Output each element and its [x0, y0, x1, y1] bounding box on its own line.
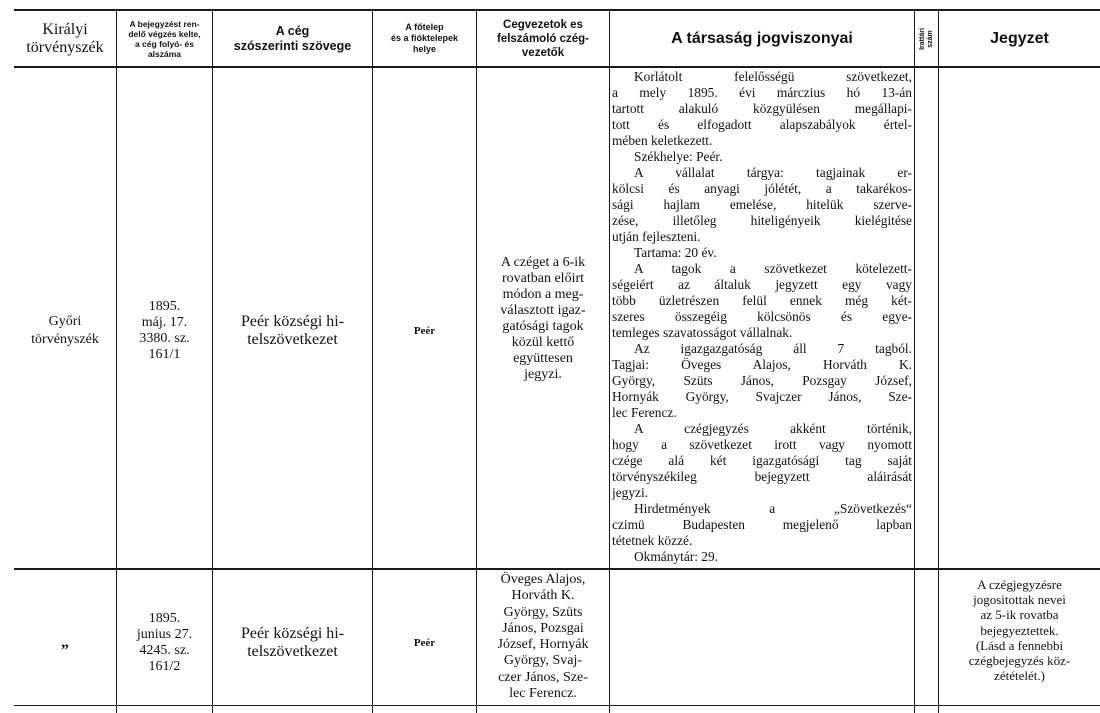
row2-court	[14, 570, 116, 705]
legal-text-line: Az igazgazgatóság áll 7 tagból.	[634, 341, 912, 356]
row1-court-line: Győri	[48, 314, 82, 329]
header-archive-line: Irattári	[918, 27, 926, 50]
row2-entry-date	[117, 570, 212, 705]
row2-managers-line: lec Ferencz.	[509, 686, 577, 702]
header-court-line: törvényszék	[26, 38, 104, 56]
row2-note-line: (Lásd a fennebbi	[975, 637, 1064, 653]
row1-managers-line: módon a meg-	[502, 287, 584, 302]
header-court	[14, 11, 116, 66]
legal-text-line: a mely 1895. évi márczius hó 13-án	[612, 85, 912, 100]
row1-court	[14, 68, 116, 568]
row2-ditto-mark: „	[61, 633, 69, 651]
row2-managers-line: czer János, Sze-	[498, 669, 588, 685]
row2-firm-name	[213, 570, 372, 705]
row2-firm-line: Peér községi hi-	[240, 624, 345, 642]
row1-entry-line: 1895.	[148, 299, 181, 314]
legal-text-line: szeres összegéig kölcsönös és egye-	[612, 309, 912, 324]
row1-entry-line: 161/1	[148, 347, 181, 362]
header-firm-name	[213, 11, 372, 66]
header-seat-line: A főtelep	[405, 22, 444, 32]
row2-managers-line: György, Szüts	[503, 604, 583, 620]
legal-text-line: jegyzi.	[612, 485, 649, 500]
legal-text-line: czimü Budapesten megjelenő lapban	[612, 517, 912, 532]
row1-managers-line: együttesen	[513, 351, 573, 366]
legal-text-line: több üzletrészen felül ennek még két-	[612, 293, 912, 308]
header-entry-line: delő végzés kelte,	[128, 28, 201, 39]
legal-text-line: Székhelye: Peér.	[634, 149, 723, 164]
row2-entry-line: 161/2	[148, 658, 181, 674]
header-archive-number	[915, 11, 938, 66]
row2-note-line: jogositottak nevei	[973, 592, 1066, 608]
row1-entry-date	[117, 68, 212, 568]
column-rule	[476, 9, 477, 713]
legal-text-line: Okmánytár: 29.	[634, 549, 719, 564]
row2-managers-line: Horváth K.	[511, 588, 575, 604]
legal-text-line: Hornyák György, Svajczer János, Sze-	[612, 389, 912, 404]
row2-entry-line: 1895.	[148, 610, 181, 626]
legal-text-line: Tagjai: Öveges Alajos, Horváth K.	[612, 357, 912, 372]
legal-text-line: zése, illetőleg hiteligényeik kielégitése	[612, 213, 912, 228]
row2-managers-line: János, Pozsgai	[502, 620, 584, 636]
row1-managers-line: közül kettő	[511, 335, 575, 350]
row1-firm-line: telszövetkezet	[247, 331, 338, 348]
legal-text-line: lec Ferencz.	[612, 405, 677, 420]
header-legal-line: A társaság jogviszonyai	[671, 29, 853, 47]
row1-court-line: törvényszék	[31, 332, 99, 347]
legal-text-line: törvényszékileg bejegyzett aláirását	[612, 469, 912, 484]
row1-seat	[373, 68, 476, 568]
header-legal-relations	[610, 11, 914, 66]
row1-managers-line: A czéget a 6-ik	[500, 255, 586, 270]
row2-note-line: bejegyeztettek.	[980, 622, 1059, 638]
row1-entry-line: máj. 17.	[141, 315, 188, 330]
legal-text-line: hogy a szövetkezet irott vagy nyomott	[612, 437, 912, 452]
legal-text-line: sági hajlam emelése, hitelük szerve-	[612, 197, 912, 212]
row2-note	[939, 577, 1100, 705]
column-rule	[609, 9, 610, 713]
row2-managers	[478, 572, 608, 705]
legal-text-line: A tagok a szövetkezet kötelezett-	[634, 261, 912, 276]
legal-text-line: Hirdetmények a „Szövetkezés“	[634, 501, 912, 516]
header-seat-line: és a fióktelepek	[390, 33, 459, 43]
header-court-line: Királyi	[42, 20, 88, 38]
header-firm-line: szószerinti szövege	[233, 38, 352, 53]
row2-seat-line: Peér	[413, 636, 436, 649]
legal-text-line: Tartama: 20 év.	[634, 245, 717, 260]
header-managers	[477, 11, 609, 66]
row2-note-line: az 5-ik rovatba	[980, 607, 1059, 623]
legal-text-line: tartott alakuló közgyülésen megállapi-	[612, 101, 912, 116]
legal-text-line: mében keletkezett.	[612, 133, 713, 148]
header-entry-line: alszáma	[147, 48, 182, 59]
row1-managers-line: választott igaz-	[500, 303, 586, 318]
row2-entry-line: junius 27.	[136, 626, 193, 642]
row2-note-line: zétételét.)	[994, 668, 1045, 684]
header-entry-line: A bejegyzést ren-	[129, 18, 200, 29]
row2-note-line: czégbejegyzés köz-	[968, 653, 1071, 669]
header-entry-line: a cég folyó- és	[134, 38, 195, 49]
row1-managers-line: jegyzi.	[524, 367, 562, 382]
row1-seat-line: Peér	[413, 325, 436, 337]
row1-legal-relations	[612, 69, 912, 567]
row1-managers-line: gatósági tagok	[502, 319, 584, 334]
legal-text-line: kölcsi és anyagi jólétét, a takarékos-	[612, 181, 912, 196]
legal-text-line: A czégjegyzés akként történik,	[634, 421, 912, 436]
header-note-line: Jegyzet	[990, 29, 1049, 47]
row1-entry-line: 3380. sz.	[139, 331, 190, 346]
legal-text-line: tott és elfogadott alapszabályok értel-	[612, 117, 912, 132]
header-entry-date	[117, 11, 212, 66]
row2-note-line: A czégjegyzésre	[977, 577, 1062, 592]
row1-firm-line: Peér községi hi-	[240, 313, 345, 330]
header-firm-line: A cég	[275, 23, 310, 38]
legal-text-line: temleges szavatosságot vállalnak.	[612, 325, 793, 340]
row2-managers-line: György, Svaj-	[503, 653, 583, 669]
header-archive-line: szám	[926, 29, 934, 48]
row2-entry-line: 4245. sz.	[139, 642, 190, 658]
legal-text-line: A vállalat tárgya: tagjainak er-	[634, 165, 912, 180]
row1-managers	[478, 68, 608, 568]
header-managers-line: felszámoló czég-	[496, 32, 590, 45]
legal-text-line: Korlátolt felelősségü szövetkezet,	[634, 69, 912, 84]
column-rule	[914, 9, 915, 713]
row1-managers-line: rovatban előirt	[501, 271, 585, 286]
legal-text-line: czége alá két igazgatósági tag saját	[612, 453, 912, 468]
legal-text-line: utján fejleszteni.	[612, 229, 701, 244]
row2-managers-line: József, Hornyák	[497, 637, 589, 653]
row2-firm-line: telszövetkezet	[247, 642, 338, 660]
header-seat-line: helye	[412, 44, 436, 54]
header-managers-line: Cegvezetok es	[503, 18, 583, 31]
legal-text-line: György, Szüts János, Pozsgay József,	[612, 373, 912, 388]
row1-firm-name	[213, 68, 372, 568]
header-note	[939, 11, 1100, 66]
header-seat	[373, 11, 476, 66]
header-managers-line: vezetők	[521, 46, 565, 59]
legal-text-line: tétetnek közzé.	[612, 533, 693, 548]
legal-text-line: ségeiért az általuk jegyzett egy vagy	[612, 277, 912, 292]
row2-managers-line: Öveges Alajos,	[500, 572, 586, 587]
row2-seat	[373, 570, 476, 705]
